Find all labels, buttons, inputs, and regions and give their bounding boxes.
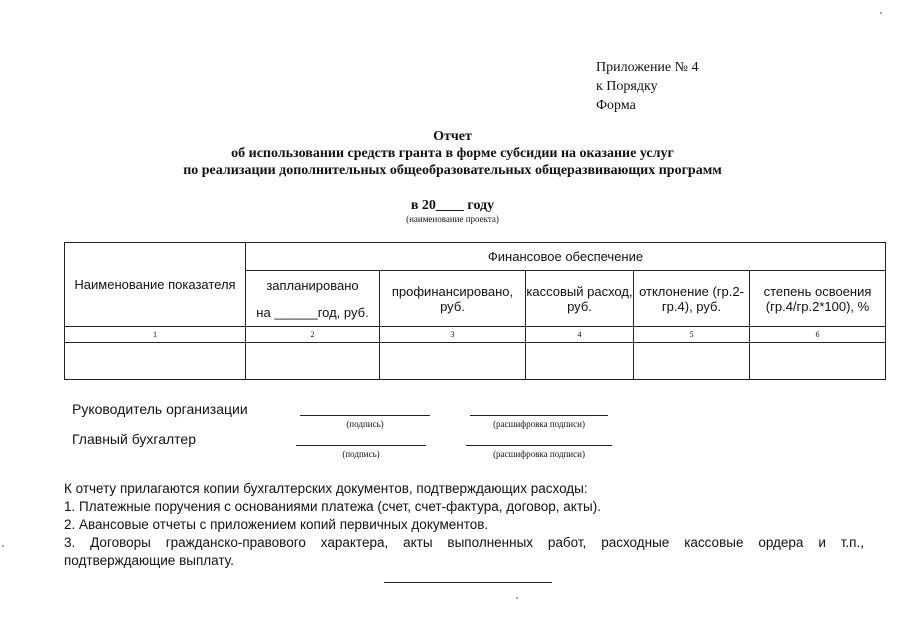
appendix-order: к Порядку [596,79,658,94]
attachments-intro: К отчету прилагаются копии бухгалтерских документов, подтверждающих расходы: [64,481,588,496]
accountant-decode-caption: (расшифровка подписи) [493,449,585,459]
table-cell [634,343,750,380]
head-of-organization-label: Руководитель организации [72,401,248,417]
attachment-item-3-continued: подтверждающие выплату. [64,553,234,568]
head-signature-line [300,415,430,416]
attachment-item-1: 1. Платежные поручения с основаниями платежа (счет, счет-фактура, договор, акты). [64,499,601,514]
report-year: в 20____ году [410,198,495,213]
table-cell [246,343,380,380]
table-cell [526,343,634,380]
appendix-form: Форма [596,98,636,113]
column-number: 4 [526,327,634,343]
accountant-decode-line [466,445,612,446]
header-planned-line2: на ______год, руб. [256,304,369,320]
table-cell [750,343,886,380]
column-number: 5 [634,327,750,343]
appendix-number: Приложение № 4 [596,60,699,75]
attachments-section [64,480,864,570]
table-row [65,343,886,380]
column-number: 3 [380,327,526,343]
column-number: 1 [65,327,246,343]
header-financial-support: Финансовое обеспечение [246,243,886,271]
header-indicator-name: Наименование показателя [65,243,246,327]
column-number: 2 [246,327,380,343]
report-table [64,242,886,380]
bottom-separator-line [384,582,552,583]
header-deviation: отклонение (гр.2-гр.4), руб. [634,271,750,327]
column-numbers-row [65,327,886,343]
title-line-3: по реализации дополнительных общеобразовательных общеразвивающих программ [183,163,722,178]
attachment-item-3: 3. Договоры гражданско-правового характера, акты выполненных работ, расходные кассовые ордера и т.п., [64,535,864,550]
table-cell [65,343,246,380]
head-signature-caption: (подпись) [346,419,384,429]
scan-speck [516,597,518,599]
project-name-note: (наименование проекта) [406,214,499,224]
table-cell [380,343,526,380]
column-number: 6 [750,327,886,343]
title-line-2: об использовании средств гранта в форме субсидии на оказание услуг [231,146,674,161]
attachment-item-2: 2. Авансовые отчеты с приложением копий первичных документов. [64,517,489,532]
scan-speck [2,545,4,547]
report-title [0,128,905,179]
scan-speck [880,12,882,14]
header-financed: профинансировано, руб. [380,271,526,327]
head-decode-line [470,415,608,416]
header-cash-expense: кассовый расход, руб. [526,271,634,327]
header-planned-line1: запланировано [266,277,359,293]
accountant-signature-caption: (подпись) [342,449,380,459]
header-planned [246,271,380,327]
chief-accountant-label: Главный бухгалтер [72,431,196,447]
title-line-1: Отчет [433,129,472,144]
head-decode-caption: (расшифровка подписи) [493,419,585,429]
header-utilization: степень освоения (гр.4/гр.2*100), % [750,271,886,327]
accountant-signature-line [296,445,426,446]
appendix-header [596,58,699,115]
